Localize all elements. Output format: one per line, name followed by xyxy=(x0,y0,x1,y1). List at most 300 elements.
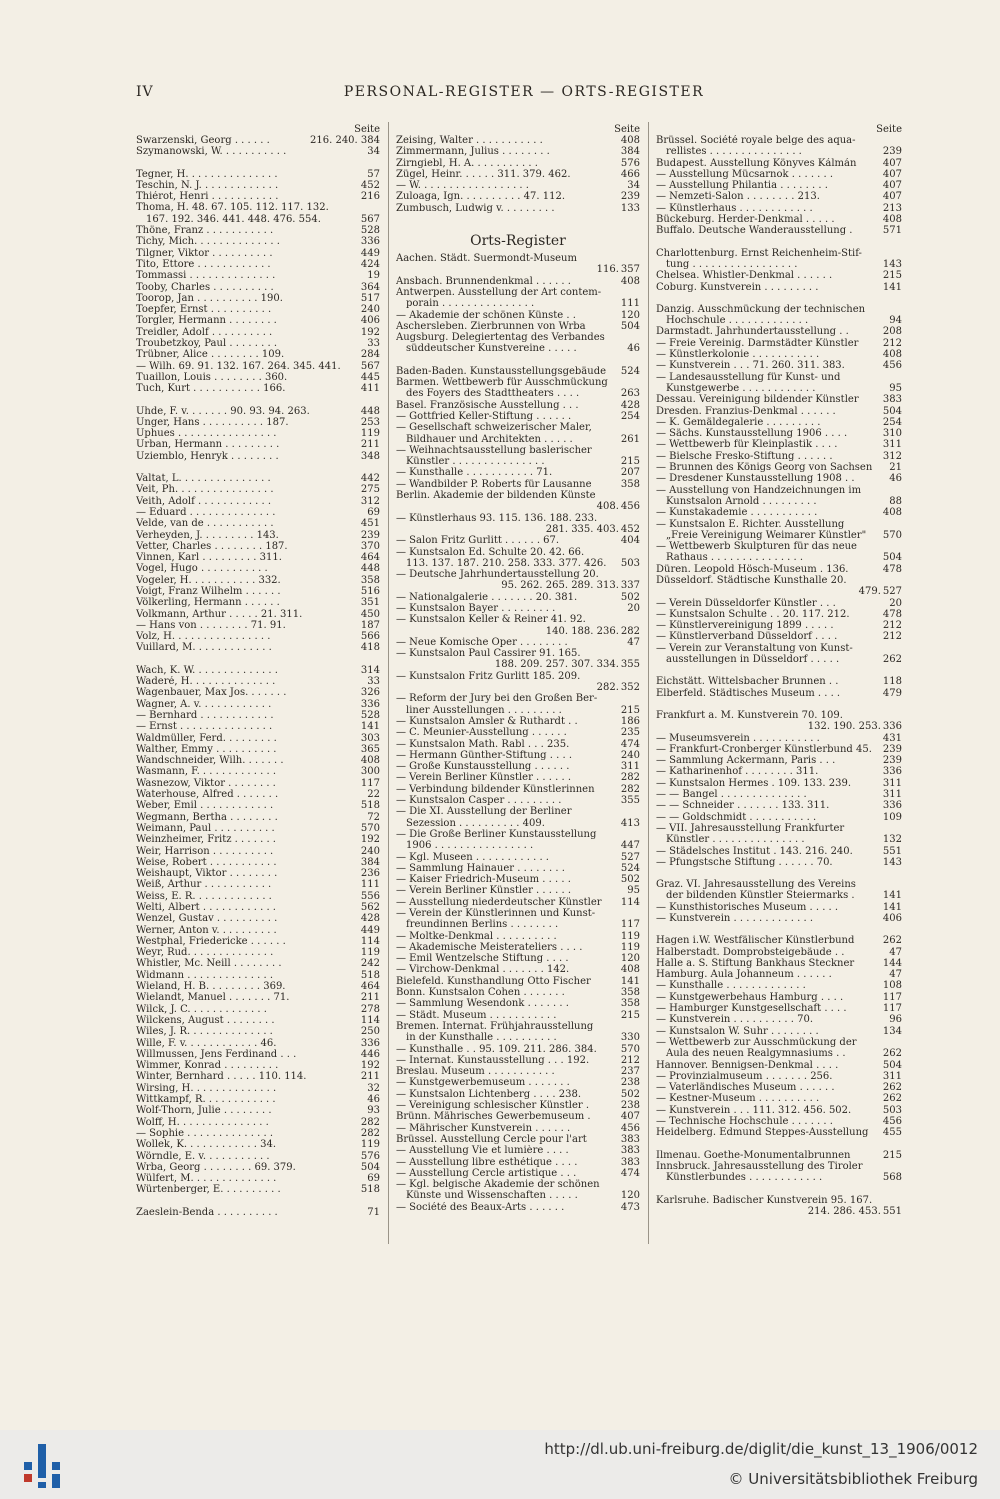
page-refs: 431 xyxy=(882,732,902,744)
page-refs: 456 xyxy=(882,360,902,372)
page-refs: 253 xyxy=(360,416,380,428)
register-entry xyxy=(396,146,640,157)
entry-name: — Nationalgalerie . . . . . . . 20. 381. xyxy=(396,591,578,603)
register-entry xyxy=(136,823,380,834)
register-entry xyxy=(396,388,640,399)
register-entry xyxy=(656,158,902,169)
register-entry xyxy=(656,755,902,766)
page-refs: 448 xyxy=(360,405,380,417)
register-entry xyxy=(136,484,380,495)
register-entry xyxy=(656,1127,902,1138)
entry-name: Wilck, J. C. . . . . . . . . . . . . xyxy=(136,1003,267,1015)
register-entry xyxy=(136,665,380,676)
entry-name: Hochschule . . . . . . . . . . . . . xyxy=(666,315,809,327)
register-entry xyxy=(656,1014,902,1025)
page-refs: 120 xyxy=(620,309,640,321)
register-entry xyxy=(136,947,380,958)
entry-name: — Akademie der schönen Künste . . xyxy=(396,309,576,321)
page-refs: 111 xyxy=(360,879,380,891)
page-refs: 556 xyxy=(360,890,380,902)
page-refs: 383 xyxy=(620,1133,640,1145)
page-refs: 212 xyxy=(882,620,902,632)
entry-name: Wille, F. v. . . . . . . . . . . . 46. xyxy=(136,1037,277,1049)
entry-name: 408. xyxy=(596,501,619,513)
register-entry xyxy=(656,890,902,901)
register-entry xyxy=(396,524,640,535)
entry-name: Tichy, Mich. . . . . . . . . . . . . . xyxy=(136,236,280,248)
page-refs: 411 xyxy=(360,383,380,395)
page-refs: 413 xyxy=(620,817,640,829)
register-entry xyxy=(396,840,640,851)
entry-name: Wegmann, Bertha . . . . . . . . xyxy=(136,811,278,823)
page-refs: 528 xyxy=(360,225,380,237)
page-refs: 240 xyxy=(620,749,640,761)
register-entry xyxy=(136,304,380,315)
register-entry xyxy=(396,264,640,275)
page-refs: 239 xyxy=(620,191,640,203)
register-entry xyxy=(656,304,902,315)
register-entry xyxy=(136,857,380,868)
entry-name: — Kunstgewerbemuseum . . . . . . . xyxy=(396,1077,570,1089)
entry-spacer xyxy=(136,395,380,406)
page-refs: 407 xyxy=(882,180,902,192)
page-refs: 336 xyxy=(360,1037,380,1049)
register-entry xyxy=(656,766,902,777)
entry-name: Ilmenau. Goethe-Monumentalbrunnen xyxy=(656,1149,851,1161)
entry-name: Toepfer, Ernst . . . . . . . . . . xyxy=(136,304,272,316)
page-refs: 408 xyxy=(620,135,640,146)
entry-name: — Sächs. Kunstausstellung 1906 . . . . xyxy=(656,428,848,440)
entry-name: — Sophie . . . . . . . . . . . . . . xyxy=(136,1127,274,1139)
register-entry xyxy=(396,135,640,146)
page-refs: 47 xyxy=(627,636,640,648)
entry-name: — Société des Beaux-Arts . . . . . . xyxy=(396,1201,565,1213)
entry-name: — Bielsche Fresko-Stiftung . . . . . . xyxy=(656,450,833,462)
entry-name: Ansbach. Brunnendenkmal . . . . . . xyxy=(396,275,571,287)
register-entry xyxy=(136,891,380,902)
register-entry xyxy=(656,1161,902,1172)
page-refs: 517 xyxy=(360,292,380,304)
register-entry xyxy=(396,716,640,727)
page-refs: 216. 240. 384 xyxy=(310,135,380,146)
entry-name: Trübner, Alice . . . . . . . . 109. xyxy=(136,349,285,361)
entry-name: Coburg. Kunstverein . . . . . . . . . xyxy=(656,281,819,293)
entry-name: süddeutscher Kunstvereine . . . . . xyxy=(406,343,577,355)
page-refs: 263 xyxy=(620,388,640,400)
register-entry xyxy=(136,676,380,687)
register-entry xyxy=(656,394,902,405)
register-column-2 xyxy=(396,124,640,1213)
register-entry xyxy=(396,422,640,433)
register-entry xyxy=(136,417,380,428)
register-entry xyxy=(396,942,640,953)
page-refs: 452 xyxy=(620,523,640,535)
register-entry xyxy=(136,1139,380,1150)
entry-name: — Kunsthalle . . 95. 109. 211. 286. 384. xyxy=(396,1043,597,1055)
page-refs: 111 xyxy=(620,298,640,310)
entry-name: Frankfurt a. M. Kunstverein 70. 109. xyxy=(656,709,843,721)
entry-name: — Frankfurt-Cronberger Künstlerbund 45. xyxy=(656,743,872,755)
register-entry xyxy=(656,812,902,823)
page-refs: 452 xyxy=(360,179,380,191)
page-refs: 19 xyxy=(367,270,380,282)
register-entry xyxy=(396,1157,640,1168)
entry-name: Swarzenski, Georg . . . . . . xyxy=(136,135,270,146)
register-entry xyxy=(396,1066,640,1077)
entry-name: Dessau. Vereinigung bildender Künstler xyxy=(656,394,859,406)
page-refs: 187 xyxy=(360,619,380,631)
register-entry xyxy=(656,135,902,146)
entry-name: Wenzel, Gustav . . . . . . . . . . xyxy=(136,913,278,925)
page-refs: 114 xyxy=(360,935,380,947)
page-refs: 527 xyxy=(882,586,902,598)
register-entry xyxy=(656,947,902,958)
page-refs: 144 xyxy=(882,957,902,969)
page-refs: 143 xyxy=(882,258,902,270)
register-entry xyxy=(656,1150,902,1161)
page-refs: 240 xyxy=(360,845,380,857)
register-entry xyxy=(656,191,902,202)
entry-name: — Ernst . . . . . . . . . . . . . . . xyxy=(136,721,273,733)
register-entry xyxy=(656,473,902,484)
column-divider xyxy=(648,122,649,1244)
register-entry xyxy=(136,575,380,586)
page-refs: 95 xyxy=(889,382,902,394)
page-refs: 141 xyxy=(882,901,902,913)
entry-name: Buffalo. Deutsche Wanderausstellung . xyxy=(656,225,853,237)
register-entry xyxy=(396,580,640,591)
entry-name: Halle a. S. Stiftung Bankhaus Steckner xyxy=(656,957,855,969)
register-entry xyxy=(656,146,902,157)
entry-name: Halberstadt. Domprobsteigebäude . . xyxy=(656,946,845,958)
page-refs: 407 xyxy=(882,157,902,169)
entry-name: Vinnen, Karl . . . . . . . . . 311. xyxy=(136,552,282,564)
register-entry xyxy=(136,552,380,563)
register-entry xyxy=(656,372,902,383)
entry-name: Uphues . . . . . . . . . . . . . . . . xyxy=(136,428,277,440)
register-entry xyxy=(136,902,380,913)
entry-name: Barmen. Wettbewerb für Ausschmückung xyxy=(396,377,608,389)
register-entry xyxy=(656,282,902,293)
register-entry xyxy=(656,270,902,281)
register-entry xyxy=(396,1123,640,1134)
register-entry xyxy=(656,507,902,518)
page-refs: 240 xyxy=(360,304,380,316)
entry-name: — Kunsthalle . . . . . . . . . . . 71. xyxy=(396,467,553,479)
register-entry xyxy=(136,282,380,293)
register-entry xyxy=(396,1032,640,1043)
register-entry xyxy=(656,1060,902,1071)
page-refs: 300 xyxy=(360,766,380,778)
page-refs: 404 xyxy=(620,535,640,547)
entry-name: Waderé, H. . . . . . . . . . . . . . xyxy=(136,676,276,688)
register-entry xyxy=(136,1071,380,1082)
page-refs: 33 xyxy=(367,676,380,688)
page-refs: 576 xyxy=(360,1150,380,1162)
page-refs: 108 xyxy=(882,980,902,992)
page-refs: 365 xyxy=(360,743,380,755)
page-refs: 562 xyxy=(360,902,380,913)
page-refs: 71 xyxy=(367,1206,380,1218)
register-entry xyxy=(396,1100,640,1111)
register-entry xyxy=(396,1010,640,1021)
register-entry xyxy=(396,1044,640,1055)
entry-name: — Provinzialmuseum . . . . . . . 256. xyxy=(656,1070,833,1082)
entry-name: — Technische Hochschule . . . . . . . xyxy=(656,1116,833,1128)
entry-name: Zeising, Walter . . . . . . . . . . . xyxy=(396,135,543,146)
entry-name: — Kgl. belgische Akademie der schönen xyxy=(396,1179,600,1191)
register-entry xyxy=(656,541,902,552)
page-refs: 96 xyxy=(889,1014,902,1026)
entry-name: — Kaiser Friedrich-Museum . . . . . xyxy=(396,874,571,886)
page-refs: 213 xyxy=(882,202,902,214)
entry-name: Uhde, F. v. . . . . . . 90. 93. 94. 263. xyxy=(136,405,310,417)
entry-name: Uziemblo, Henryk . . . . . . . . xyxy=(136,450,279,462)
register-entry xyxy=(396,501,640,512)
page-refs: 311 xyxy=(882,1070,902,1082)
register-entry xyxy=(136,1207,380,1218)
entry-name: 140. 188. 236. xyxy=(545,625,619,637)
entry-name: in der Kunsthalle . . . . . . . . . . xyxy=(406,1032,557,1044)
register-entry xyxy=(396,829,640,840)
register-entry xyxy=(136,1128,380,1139)
register-entry xyxy=(136,925,380,936)
register-entry xyxy=(136,1049,380,1060)
register-entry xyxy=(136,981,380,992)
entry-name: — Kunsthalle . . . . . . . . . . . . . xyxy=(656,980,806,992)
register-entry xyxy=(396,976,640,987)
page-refs: 95 xyxy=(627,885,640,897)
register-entry xyxy=(656,846,902,857)
entry-name: Thiérot, Henri . . . . . . . . . . . xyxy=(136,191,279,203)
page-refs: 119 xyxy=(360,1139,380,1151)
register-entry xyxy=(656,620,902,631)
entry-name: Veith, Adolf . . . . . . . . . . . . xyxy=(136,495,272,507)
page-refs: 424 xyxy=(360,258,380,270)
entry-name: — Wettbewerb zur Ausschmückung der xyxy=(656,1036,857,1048)
register-entry xyxy=(396,479,640,490)
entry-name: Wagenbauer, Max Jos. . . . . . . xyxy=(136,687,287,699)
entry-name: Westphal, Friedericke . . . . . . xyxy=(136,935,286,947)
entry-name: Thoma, H. 48. 67. 105. 112. 117. 132. xyxy=(136,202,329,214)
page-refs: 215 xyxy=(882,1149,902,1161)
register-entry xyxy=(396,180,640,191)
orts-register-column xyxy=(656,124,902,1217)
register-entry xyxy=(656,1048,902,1059)
entry-name: — Ausstellung libre esthétique . . . . xyxy=(396,1156,578,1168)
page-refs: 456 xyxy=(620,501,640,513)
register-entry xyxy=(396,818,640,829)
entry-name: Düsseldorf. Städtische Kunsthalle 20. xyxy=(656,574,847,586)
page-refs: 358 xyxy=(620,478,640,490)
entry-name: — Kunstsalon Bayer . . . . . . . . . xyxy=(396,602,556,614)
page-refs: 208 xyxy=(882,326,902,338)
entry-name: — Hermann Günther-Stiftung . . . . xyxy=(396,749,573,761)
entry-name: Künstlerbundes . . . . . . . . . . . . xyxy=(666,1172,823,1184)
register-entry xyxy=(656,631,902,642)
entry-name: Künste und Wissenschaften . . . . . xyxy=(406,1190,578,1202)
source-url[interactable]: http://dl.ub.uni-freiburg.de/diglit/die_kunst_13_1906/0012 xyxy=(544,1440,978,1458)
page-refs: 238 xyxy=(620,1077,640,1089)
page-refs: 336 xyxy=(882,800,902,812)
page-refs: 117 xyxy=(620,919,640,931)
entry-name: 167. 192. 346. 441. 448. 476. 554. xyxy=(146,213,321,225)
register-entry xyxy=(656,1093,902,1104)
page-refs: 478 xyxy=(882,563,902,575)
entry-name: Künstler . . . . . . . . . . . . . . . xyxy=(406,456,545,468)
entry-name: — Verein Berliner Künstler . . . . . . xyxy=(396,885,571,897)
register-entry xyxy=(656,992,902,1003)
register-entry xyxy=(396,1111,640,1122)
page-number: IV xyxy=(136,84,154,100)
register-entry xyxy=(136,631,380,642)
page-refs: 566 xyxy=(360,631,380,643)
entry-name: Brünn. Mährisches Gewerbemuseum . xyxy=(396,1111,591,1123)
register-entry xyxy=(136,406,380,417)
entry-name: — Vaterländisches Museum . . . . . . xyxy=(656,1082,835,1094)
page-refs: 261 xyxy=(620,433,640,445)
entry-name: — Freie Vereinig. Darmstädter Künstler xyxy=(656,337,859,349)
entry-name: — Kunstsalon Casper . . . . . . . . . xyxy=(396,795,562,807)
page-refs: 235 xyxy=(620,727,640,739)
register-entry xyxy=(656,417,902,428)
page-refs: 408 xyxy=(882,507,902,519)
page-refs: 516 xyxy=(360,585,380,597)
entry-spacer xyxy=(656,293,902,304)
register-entry xyxy=(396,998,640,1009)
entry-name: porain . . . . . . . . . . . . . . . xyxy=(406,298,535,310)
entry-name: Tilgner, Viktor . . . . . . . . . . xyxy=(136,247,273,259)
entry-name: Danzig. Ausschmückung der technischen xyxy=(656,303,866,315)
entry-name: — Kunstsalon W. Suhr . . . . . . . . xyxy=(656,1025,819,1037)
entry-name: Wittkampf, R. . . . . . . . . . . . xyxy=(136,1094,276,1106)
page-refs: 351 xyxy=(360,597,380,609)
entry-spacer xyxy=(656,237,902,248)
register-entry xyxy=(396,603,640,614)
register-entry xyxy=(656,1071,902,1082)
register-entry xyxy=(396,343,640,354)
register-entry xyxy=(136,473,380,484)
page-refs: 464 xyxy=(360,552,380,564)
entry-name: Tommassi . . . . . . . . . . . . . . xyxy=(136,270,276,282)
register-entry xyxy=(136,361,380,372)
entry-name: der bildenden Künstler Steiermarks . xyxy=(666,890,855,902)
register-entry xyxy=(396,1190,640,1201)
page-refs: 384 xyxy=(620,146,640,158)
register-entry xyxy=(656,530,902,541)
entry-name: — Weihnachtsausstellung baslerischer xyxy=(396,444,592,456)
register-entry xyxy=(396,908,640,919)
register-entry xyxy=(136,236,380,247)
page-refs: 568 xyxy=(882,1172,902,1184)
register-entry xyxy=(656,564,902,575)
register-entry xyxy=(396,693,640,704)
page-refs: 141 xyxy=(620,975,640,987)
page-refs: 407 xyxy=(882,168,902,180)
page-refs: 192 xyxy=(360,1060,380,1072)
entry-name: Veit, Ph. . . . . . . . . . . . . . . . xyxy=(136,484,274,496)
page-refs: 524 xyxy=(620,862,640,874)
register-entry xyxy=(656,519,902,530)
register-entry xyxy=(656,609,902,620)
register-entry xyxy=(136,642,380,653)
page-refs: 215 xyxy=(620,456,640,468)
entry-name: Innsbruck. Jahresausstellung des Tiroler xyxy=(656,1160,863,1172)
page-refs: 250 xyxy=(360,1026,380,1038)
page-refs: 408 xyxy=(360,755,380,767)
entry-name: Brüssel. Société royale belge des aqua- xyxy=(656,135,856,146)
page-refs: 119 xyxy=(620,930,640,942)
page-refs: 466 xyxy=(620,168,640,180)
register-entry xyxy=(396,874,640,885)
entry-name: Wagner, A. v. . . . . . . . . . . . xyxy=(136,698,272,710)
entry-name: — Mährischer Kunstverein . . . . . . xyxy=(396,1122,571,1134)
page-refs: 408 xyxy=(620,275,640,287)
register-entry xyxy=(396,513,640,524)
register-entry xyxy=(136,338,380,349)
entry-name: Würtenberger, E. . . . . . . . . . xyxy=(136,1184,281,1196)
entry-name: Wasnezow, Viktor . . . . . . . . xyxy=(136,777,276,789)
page-refs: 326 xyxy=(360,687,380,699)
page-refs: 216 xyxy=(360,191,380,203)
entry-name: Wiles, J. R. . . . . . . . . . . . . . xyxy=(136,1026,273,1038)
register-entry xyxy=(656,439,902,450)
register-entry xyxy=(656,1037,902,1048)
page-refs: 478 xyxy=(882,608,902,620)
register-entry xyxy=(656,721,902,732)
entry-name: Walther, Emmy . . . . . . . . . . xyxy=(136,743,277,755)
entry-name: Vogeler, H. . . . . . . . . . . 332. xyxy=(136,574,281,586)
page-refs: 141 xyxy=(360,721,380,733)
entry-name: Wach, K. W. . . . . . . . . . . . . . xyxy=(136,664,278,676)
entry-name: Budapest. Ausstellung Könyves Kálmán xyxy=(656,157,857,169)
page-refs: 449 xyxy=(360,247,380,259)
entry-name: — Kunstverein . . . 71. 260. 311. 383. xyxy=(656,360,845,372)
entry-name: — Moltke-Denkmal . . . . . . . . . . xyxy=(396,930,557,942)
register-entry xyxy=(656,1003,902,1014)
page-refs: 408 xyxy=(882,349,902,361)
register-entry xyxy=(396,659,640,670)
page-refs: 212 xyxy=(882,337,902,349)
entry-name: Chelsea. Whistler-Denkmal . . . . . . xyxy=(656,270,833,282)
register-entry xyxy=(396,298,640,309)
register-entry xyxy=(136,846,380,857)
entry-name: Sezession . . . . . . . . . . 409. xyxy=(406,817,545,829)
seite-label: Seite xyxy=(614,124,640,135)
entry-name: Vuillard, M. . . . . . . . . . . . . xyxy=(136,642,272,654)
register-entry xyxy=(396,626,640,637)
entry-name: — Wilh. 69. 91. 132. 167. 264. 345. 441. xyxy=(136,360,341,372)
page-refs: 504 xyxy=(882,1059,902,1071)
page-refs: 571 xyxy=(882,225,902,237)
page-refs: 428 xyxy=(620,399,640,411)
entry-name: — Kunstakademie . . . . . . . . . . . xyxy=(656,507,818,519)
entry-name: — Wettbewerb für Kleinplastik . . . . xyxy=(656,439,838,451)
entry-name: Troubetzkoy, Paul . . . . . . . . xyxy=(136,338,278,350)
register-entry xyxy=(656,778,902,789)
register-entry xyxy=(396,411,640,422)
page-refs: 358 xyxy=(360,574,380,586)
entry-name: — Vereinigung schlesischer Künstler . xyxy=(396,1100,590,1112)
register-entry xyxy=(136,868,380,879)
register-entry xyxy=(136,1151,380,1162)
page-refs: 141 xyxy=(882,281,902,293)
entry-name: Wrba, Georg . . . . . . . . 69. 379. xyxy=(136,1161,296,1173)
page-refs: 407 xyxy=(882,191,902,203)
entry-name: — Kestner-Museum . . . . . . . . . . xyxy=(656,1093,820,1105)
page-refs: 254 xyxy=(882,416,902,428)
page-refs: 383 xyxy=(620,1156,640,1168)
